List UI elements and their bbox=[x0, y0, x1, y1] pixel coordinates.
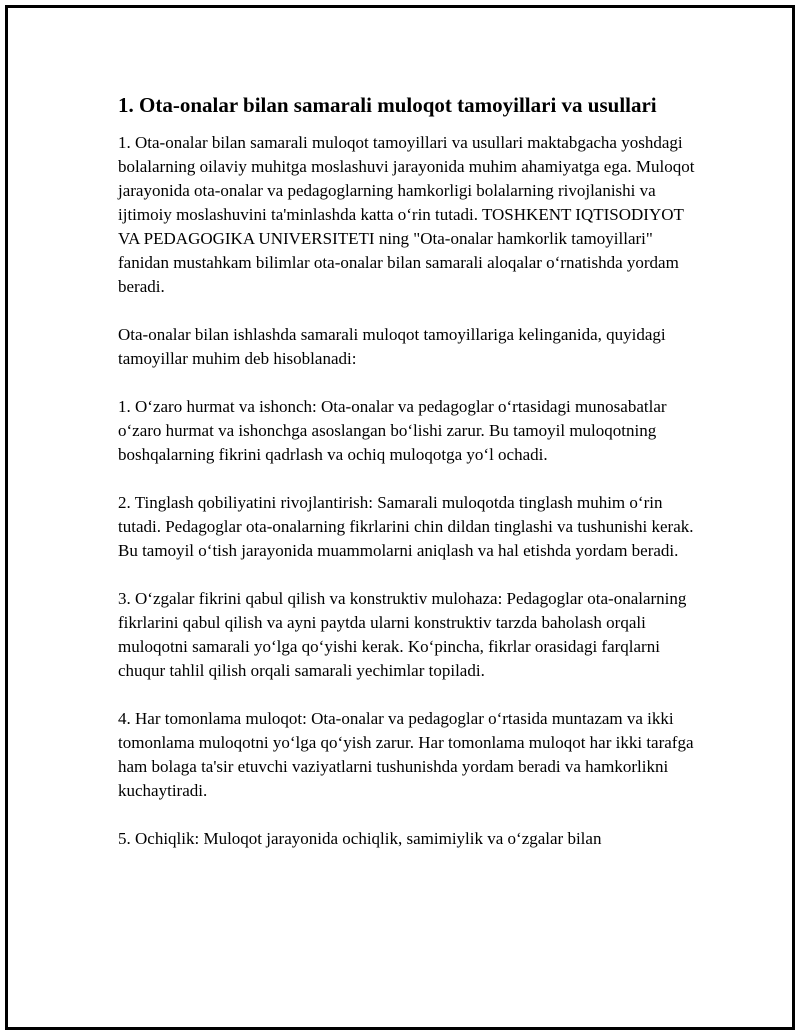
paragraph-principle-1: 1. O‘zaro hurmat va ishonch: Ota-onalar va pedagoglar o‘rtasidagi munosabatlar o‘zaro hurmat va ishonchga asoslangan bo‘lishi zarur. Bu tamoyil muloqotning boshqalarning fikrini qadrlash va ochiq muloqotga yo‘l ochadi. bbox=[118, 397, 667, 465]
paragraph-principle-5: 5. Ochiqlik: Muloqot jarayonida ochiqlik, samimiylik va o‘zgalar bilan bbox=[118, 829, 602, 849]
document-body bbox=[118, 92, 698, 875]
paragraph-principles-lead: Ota-onalar bilan ishlashda samarali muloqot tamoyillariga kelinganida, quyidagi tamoyillar muhim deb hisoblanadi: bbox=[118, 325, 666, 369]
paragraph-intro: 1. Ota-onalar bilan samarali muloqot tamoyillari va usullari maktabgacha yoshdagi bolalarning oilaviy muhitga moslashuvi jarayonida muhim ahamiyatga ega. Muloqot jarayonida ota-onalar va pedagoglarning hamkorligi bolalarning rivojlanishi va ijtimoiy moslashuvini ta'minlashda katta o‘rin tutadi. TOSHKENT IQTISODIYOT VA PEDAGOGIKA UNIVERSITETI ning "Ota-onalar hamkorlik tamoyillari" fanidan mustahkam bilimlar ota-onalar bilan samarali aloqalar o‘rnatishda yordam beradi. bbox=[118, 133, 695, 297]
paragraph-principle-2: 2. Tinglash qobiliyatini rivojlantirish: Samarali muloqotda tinglash muhim o‘rin tutadi. Pedagoglar ota-onalarning fikrlarini chin dildan tinglashi va tushunishi kerak. Bu tamoyil o‘tish jarayonida muammolarni aniqlash va hal etishda yordam beradi. bbox=[118, 493, 694, 561]
paragraph-principle-4: 4. Har tomonlama muloqot: Ota-onalar va pedagoglar o‘rtasida muntazam va ikki tomonlama muloqotni yo‘lga qo‘yish zarur. Har tomonlama muloqot har ikki tarafga ham bolaga ta'sir etuvchi vaziyatlarni tushunishda yordam beradi va hamkorlikni kuchaytiradi. bbox=[118, 709, 694, 801]
document-title: 1. Ota-onalar bilan samarali muloqot tamoyillari va usullari bbox=[118, 93, 657, 117]
paragraph-principle-3: 3. O‘zgalar fikrini qabul qilish va konstruktiv mulohaza: Pedagoglar ota-onalarning fikrlarini qabul qilish va ayni paytda ularni konstruktiv tarzda baholash orqali muloqotni samarali yo‘lga qo‘yishi kerak. Ko‘pincha, fikrlar orasidagi farqlarni chuqur tahlil qilish orqali samarali yechimlar topiladi. bbox=[118, 589, 687, 681]
